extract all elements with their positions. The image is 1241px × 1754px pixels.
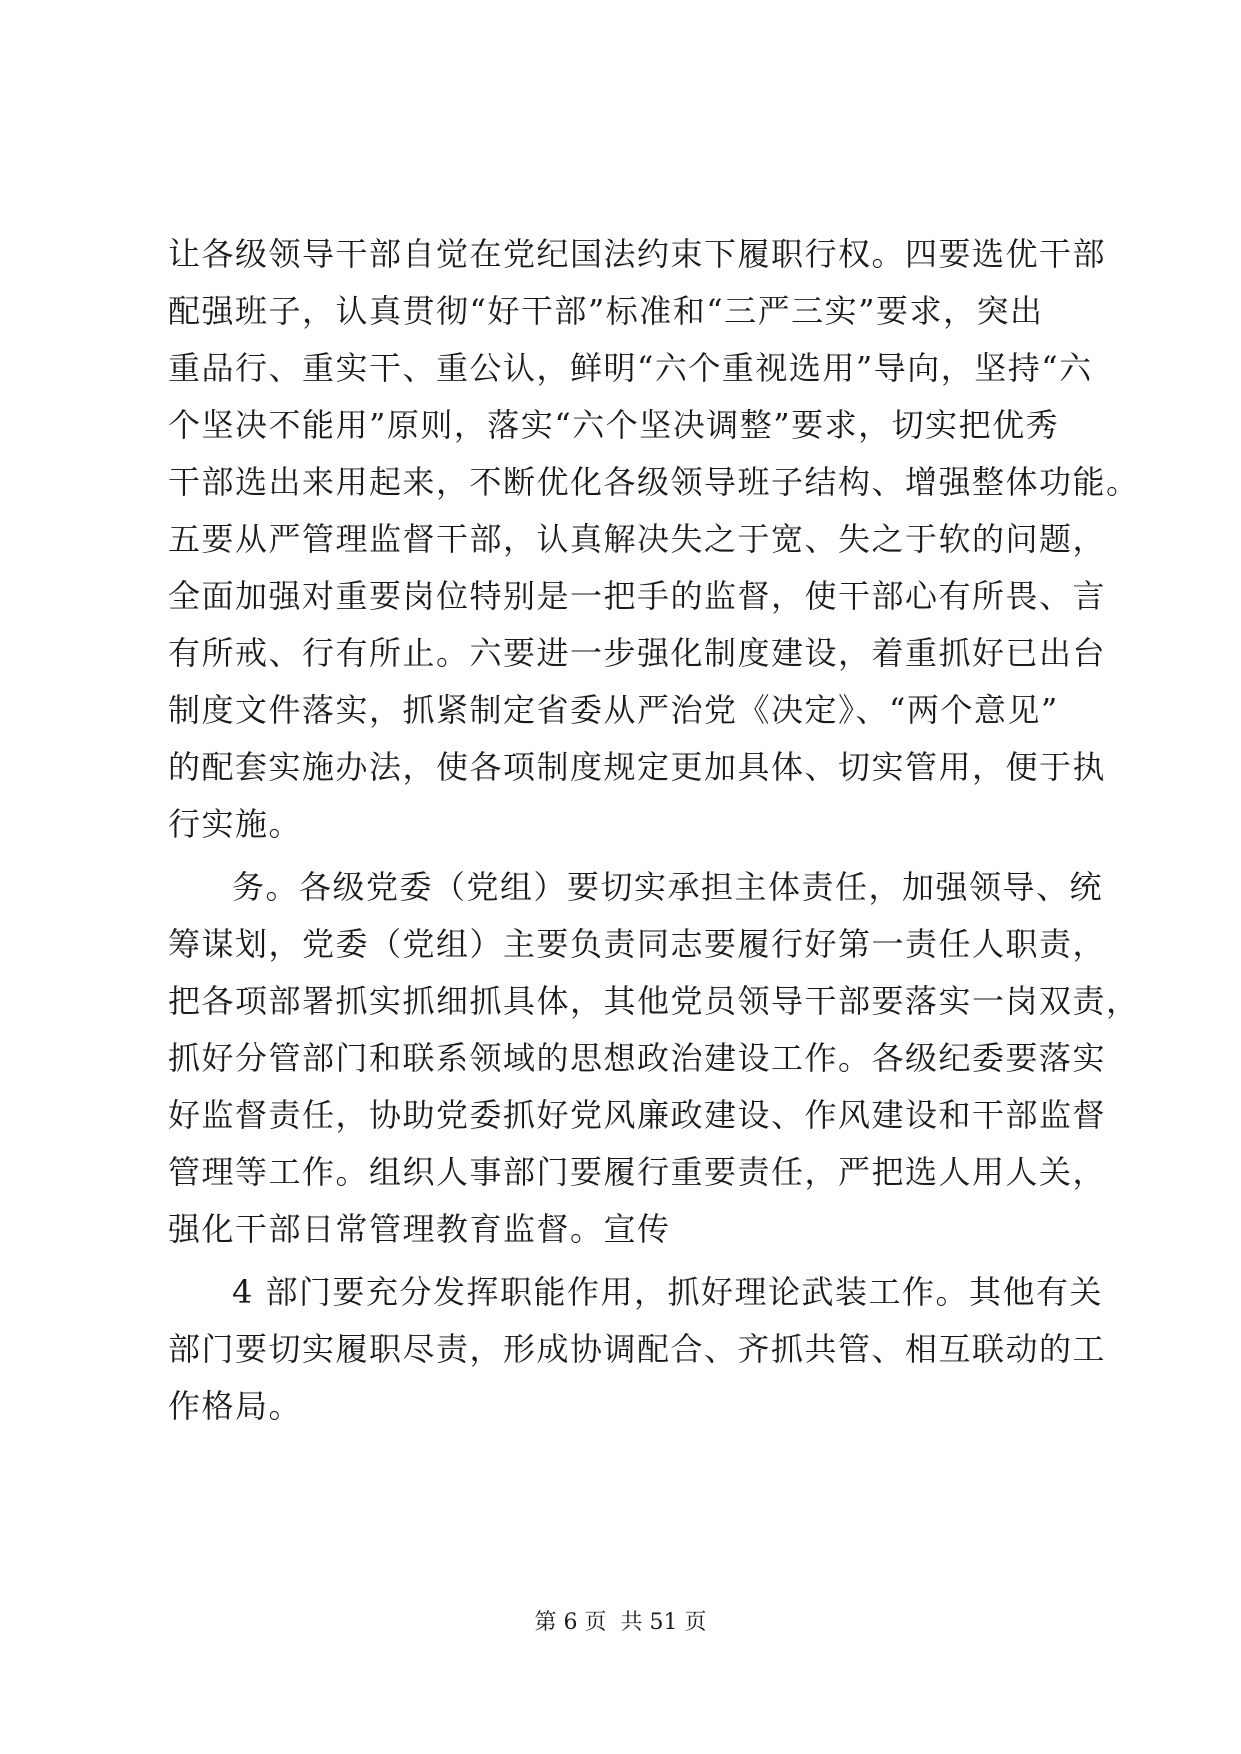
text-line: 配强班子，认真贯彻“好干部”标准和“三严三实”要求，突出 bbox=[168, 292, 1044, 330]
document-body bbox=[168, 226, 1140, 1435]
text-line: 管理等工作。组织人事部门要履行重要责任，严把选人用人关， bbox=[168, 1153, 1107, 1191]
text-line: 五要从严管理监督干部，认真解决失之于宽、失之于软的问题， bbox=[168, 520, 1107, 558]
text-line: 重品行、重实干、重公认，鲜明“六个重视选用”导向，坚持“六 bbox=[168, 349, 1093, 387]
text-line: 制度文件落实，抓紧制定省委从严治党《决定》、“两个意见” bbox=[168, 691, 1059, 729]
text-line: 务。各级党委（党组）要切实承担主体责任，加强领导、统 bbox=[232, 868, 1104, 906]
text-line: 作格局。 bbox=[168, 1387, 303, 1425]
text-line: 把各项部署抓实抓细抓具体，其他党员领导干部要落实一岗双责， bbox=[168, 982, 1140, 1020]
text-line: 有所戒、行有所止。六要进一步强化制度建设，着重抓好已出台 bbox=[168, 634, 1107, 672]
text-line: 好监督责任，协助党委抓好党风廉政建设、作风建设和干部监督 bbox=[168, 1096, 1107, 1134]
text-line: 强化干部日常管理教育监督。宣传 bbox=[168, 1210, 671, 1248]
text-line: 部门要切实履职尽责，形成协调配合、齐抓共管、相互联动的工 bbox=[168, 1330, 1107, 1368]
text-line: 筹谋划，党委（党组）主要负责同志要履行好第一责任人职责， bbox=[168, 925, 1107, 963]
text-line: 抓好分管部门和联系领域的思想政治建设工作。各级纪委要落实 bbox=[168, 1039, 1107, 1077]
text-line: 个坚决不能用”原则，落实“六个坚决调整”要求，切实把优秀 bbox=[168, 406, 1060, 444]
text-line: 干部选出来用起来，不断优化各级领导班子结构、增强整体功能。 bbox=[168, 463, 1140, 501]
text-line: 让各级领导干部自觉在党纪国法约束下履职行权。四要选优干部 bbox=[168, 235, 1107, 273]
text-line: 全面加强对重要岗位特别是一把手的监督，使干部心有所畏、言 bbox=[168, 577, 1107, 615]
text-line: 4 部门要充分发挥职能作用，抓好理论武装工作。其他有关 bbox=[232, 1273, 1104, 1311]
paragraph bbox=[168, 859, 1140, 1258]
paragraph bbox=[168, 1264, 1107, 1435]
paragraph bbox=[168, 226, 1140, 853]
text-line: 的配套实施办法，使各项制度规定更加具体、切实管用，便于执 bbox=[168, 748, 1107, 786]
page-number-footer: 第 6 页 共 51 页 bbox=[534, 1610, 707, 1635]
text-line: 行实施。 bbox=[168, 805, 303, 843]
